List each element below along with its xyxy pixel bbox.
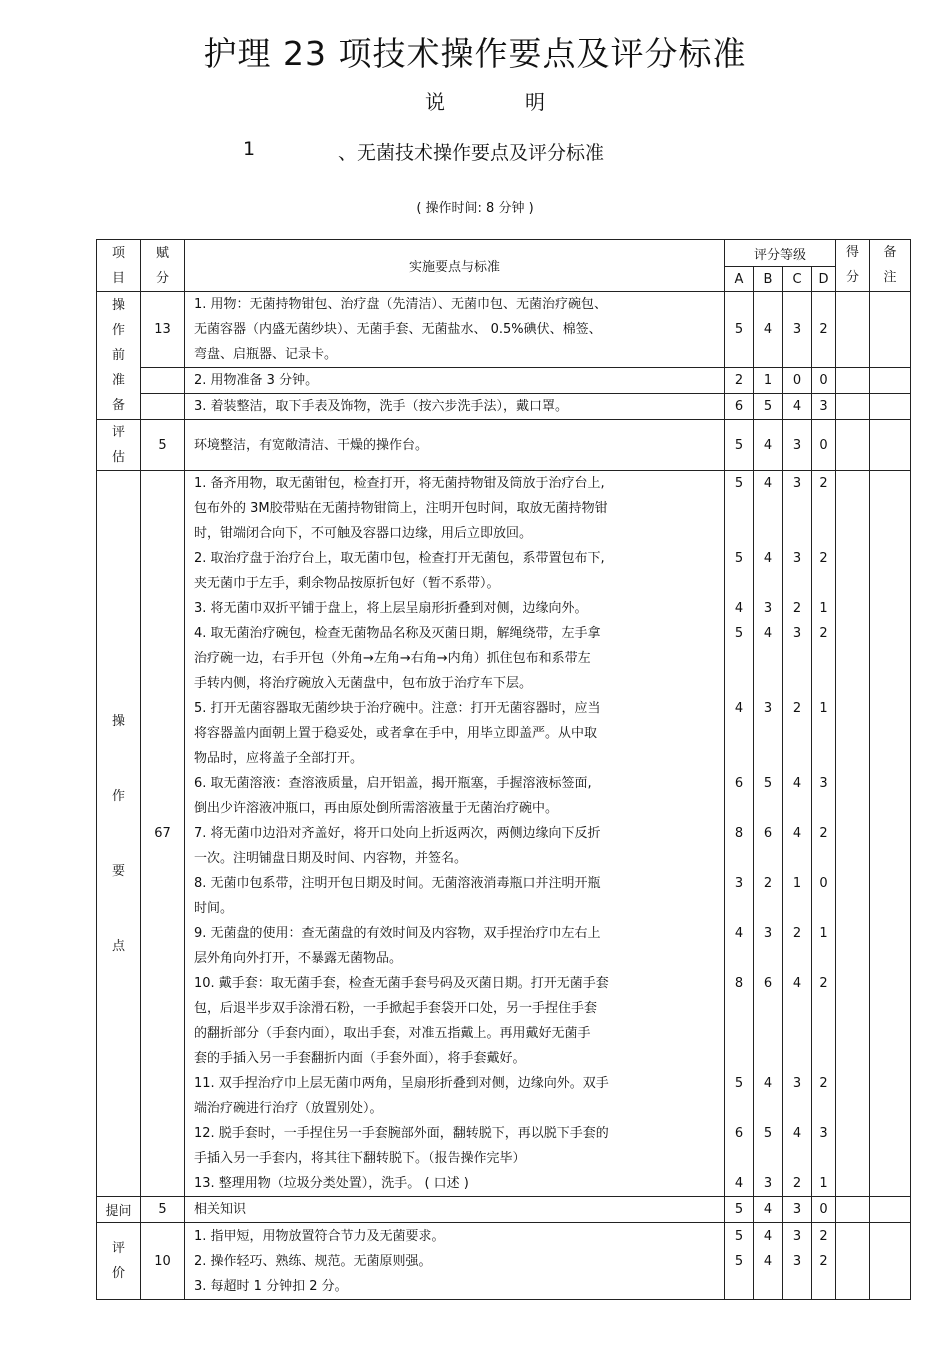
ops-item-9: 9. 无菌盘的使用：查无菌盘的有效时间及内容物，双手捏治疗巾左右上 层外角向外打开，不暴露无菌物品。 xyxy=(194,926,601,966)
grade-d: 2 xyxy=(812,292,836,368)
prep-row-3: 3. 着装整洁，取下手表及饰物，洗手（按六步洗手法），戴口罩。 xyxy=(185,394,725,420)
remark-cell xyxy=(870,394,911,420)
header-got: 得 分 xyxy=(836,240,870,292)
operation-time: ( 操作时间: 8 分钟 ) xyxy=(416,201,534,216)
ops-grade-a-column: 5 5 4 5 4 6 8 3 4 8 5 6 4 xyxy=(725,471,754,1197)
got-cell xyxy=(836,368,870,394)
header-content: 实施要点与标准 xyxy=(185,240,725,292)
got-cell xyxy=(836,420,870,471)
section-title: 、无菌技术操作要点及评分标准 xyxy=(338,142,605,164)
score-cell-empty xyxy=(141,368,185,394)
ops-item-3: 3. 将无菌巾双折平铺于盘上，将上层呈扇形折叠到对侧，边缘向外。 xyxy=(194,601,588,616)
ops-item-10: 10. 戴手套：取无菌手套，检查无菌手套号码及灭菌日期。打开无菌手套 包，后退半步双手涂滑石粉，一手掀起手套袋开口处，另一手捏住手套 的翻折部分（手套内面），取出手套，对准五指戴上。再用戴好无菌手 套的手插入另一手套翻折内面（手套外面），将手套戴好。 xyxy=(194,976,609,1066)
grade-d: 0 xyxy=(812,368,836,394)
grade-c: 3 xyxy=(783,1197,812,1223)
grade-b: 4 xyxy=(754,420,783,471)
grade-a: 5 xyxy=(725,1197,754,1223)
header-grade-d: D xyxy=(812,267,836,292)
group-label-ops: 操 作 要 点 xyxy=(97,471,141,1197)
ops-grade-d-column: 2 2 1 2 1 3 2 0 1 2 2 3 1 xyxy=(812,471,836,1197)
ops-item-5: 5. 打开无菌容器取无菌纱块于治疗碗中。注意：打开无菌容器时，应当 将容器盖内面朝上置于稳妥处，或者拿在手中，用毕立即盖严。从中取 物品时，应将盖子全部打开。 xyxy=(194,701,601,766)
ops-item-7: 7. 将无菌巾边沿对齐盖好，将开口处向上折返两次，两侧边缘向下反折 一次。注明铺盘日期及时间、内容物，并签名。 xyxy=(194,826,601,866)
prep-row-2: 2. 用物准备 3 分钟。 xyxy=(185,368,725,394)
remark-cell xyxy=(870,1197,911,1223)
ops-item-1: 1. 备齐用物，取无菌钳包，检查打开，将无菌持物钳及筒放于治疗台上, 包布外的 3M胶带贴在无菌持物钳筒上，注明开包时间，取放无菌持物钳 时，钳端闭合向下，不可触及容器口边缘，用后立即放回。 xyxy=(194,476,608,541)
grade-a: 5 xyxy=(725,292,754,368)
grade-b: 4 xyxy=(754,292,783,368)
grade-a: 6 xyxy=(725,394,754,420)
grade-d: 0 xyxy=(812,420,836,471)
remark-cell xyxy=(870,420,911,471)
group-label-prep: 操 作 前 准 备 xyxy=(97,292,141,420)
header-grade-c: C xyxy=(783,267,812,292)
question-row: 相关知识 xyxy=(185,1197,725,1223)
got-cell xyxy=(836,1197,870,1223)
group-label-evaluate: 评 价 xyxy=(97,1223,141,1300)
ops-item-4: 4. 取无菌治疗碗包，检查无菌物品名称及灭菌日期，解绳绕带，左手拿 治疗碗一边，右手开包（外角→左角→右角→内角）抓住包布和系带左 手转内侧，将治疗碗放入无菌盘中，包布放于治疗车下层。 xyxy=(194,626,601,691)
section-number: 1 xyxy=(243,138,256,160)
evaluate-content: 1. 指甲短，用物放置符合节力及无菌要求。 2. 操作轻巧、熟练、规范。无菌原则强。 3. 每超时 1 分钟扣 2 分。 xyxy=(185,1223,725,1300)
ops-item-12: 12. 脱手套时，一手捏住另一手套腕部外面，翻转脱下，再以脱下手套的 手插入另一手套内，将其往下翻转脱下。（报告操作完毕） xyxy=(194,1126,609,1166)
group-score-prep: 13 xyxy=(141,292,185,368)
group-score-evaluate: 10 xyxy=(141,1223,185,1300)
got-cell xyxy=(836,292,870,368)
scoring-table xyxy=(96,239,911,1300)
grade-b: 5 xyxy=(754,394,783,420)
ops-grade-b-column: 4 4 3 4 3 5 6 2 3 6 4 5 3 xyxy=(754,471,783,1197)
ops-item-6: 6. 取无菌溶液：查溶液质量，启开铝盖，揭开瓶塞，手握溶液标签面, 倒出少许溶液冲瓶口，再由原处倒所需溶液量于无菌治疗碗中。 xyxy=(194,776,592,816)
grade-c: 4 xyxy=(783,394,812,420)
grade-d: 0 xyxy=(812,1197,836,1223)
remark-cell xyxy=(870,1223,911,1300)
group-label-question: 提问 xyxy=(97,1197,141,1223)
grade-d: 3 xyxy=(812,394,836,420)
header-remark: 备 注 xyxy=(870,240,911,292)
page-title: 护理 23 项技术操作要点及评分标准 xyxy=(203,34,747,73)
group-score-ops: 67 xyxy=(141,471,185,1197)
remark-cell xyxy=(870,292,911,368)
eval-grade-a-column: 5 5 xyxy=(725,1223,754,1300)
remark-cell xyxy=(870,368,911,394)
ops-content xyxy=(185,471,725,1197)
got-cell xyxy=(836,1223,870,1300)
eval-grade-b-column: 4 4 xyxy=(754,1223,783,1300)
got-cell xyxy=(836,394,870,420)
grade-c: 3 xyxy=(783,292,812,368)
group-label-assess: 评 估 xyxy=(97,420,141,471)
header-grade: 评分等级 xyxy=(725,240,836,267)
grade-b: 1 xyxy=(754,368,783,394)
header-item: 项 目 xyxy=(97,240,141,292)
remark-cell xyxy=(870,471,911,1197)
assess-row: 环境整洁，有宽敞清洁、干燥的操作台。 xyxy=(185,420,725,471)
ops-item-2: 2. 取治疗盘于治疗台上，取无菌巾包，检查打开无菌包，系带置包布下, 夹无菌巾于左手，剩余物品按原折包好（暂不系带）。 xyxy=(194,551,605,591)
grade-a: 5 xyxy=(725,420,754,471)
got-cell xyxy=(836,471,870,1197)
page-subtitle: 说明 xyxy=(425,90,625,114)
ops-item-8: 8. 无菌巾包系带，注明开包日期及时间。无菌溶液消毒瓶口并注明开瓶 时间。 xyxy=(194,876,601,916)
eval-grade-d-column: 2 2 xyxy=(812,1223,836,1300)
ops-item-11: 11. 双手捏治疗巾上层无菌巾两角，呈扇形折叠到对侧，边缘向外。双手 端治疗碗进行治疗（放置别处）。 xyxy=(194,1076,609,1116)
ops-item-13: 13. 整理用物（垃圾分类处置），洗手。 ( 口述 ) xyxy=(194,1176,469,1191)
prep-row-1: 1. 用物：无菌持物钳包、治疗盘（先清洁）、无菌巾包、无菌治疗碗包、 无菌容器（内盛无菌纱块）、无菌手套、无菌盐水、 0.5%碘伏、棉签、 弯盘、启瓶器、记录卡。 xyxy=(185,292,725,368)
grade-a: 2 xyxy=(725,368,754,394)
header-grade-b: B xyxy=(754,267,783,292)
score-cell-empty xyxy=(141,394,185,420)
group-score-question: 5 xyxy=(141,1197,185,1223)
grade-b: 4 xyxy=(754,1197,783,1223)
ops-grade-c-column: 3 3 2 3 2 4 4 1 2 4 3 4 2 xyxy=(783,471,812,1197)
grade-c: 3 xyxy=(783,420,812,471)
header-grade-a: A xyxy=(725,267,754,292)
group-score-assess: 5 xyxy=(141,420,185,471)
grade-c: 0 xyxy=(783,368,812,394)
eval-grade-c-column: 3 3 xyxy=(783,1223,812,1300)
header-score: 赋 分 xyxy=(141,240,185,292)
